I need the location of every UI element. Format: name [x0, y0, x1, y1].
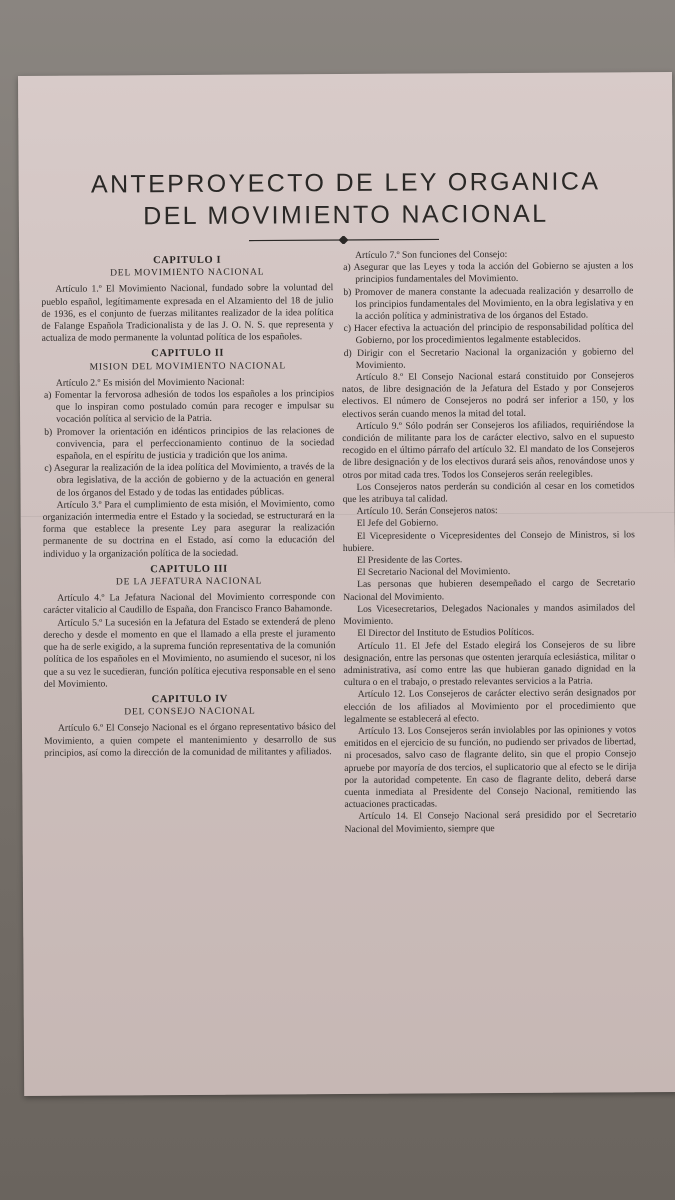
paragraph: Artículo 1.º El Movimiento Nacional, fundado sobre la voluntad del pueblo español, legítimamente expresada en el Alzamiento del 18 de julio de 1936, es el conjunto de fuerzas militantes realizador de la idea política de Falange Española Tradicionalista y de las J. O. N. S. que representa y actualiza de modo permanente la voluntad política de los españoles.	[41, 282, 334, 345]
list-item: b) Promover la orientación en idénticos principios de las relaciones de convivencia, para el perfeccionamiento continuo de la sociedad española, en el espíritu de justicia y tradición que los anima.	[44, 424, 335, 462]
title-ornament	[249, 235, 439, 244]
paragraph: Artículo 7.º Son funciones del Consejo:	[355, 249, 508, 261]
document-sheet	[18, 72, 675, 1096]
paragraph: Artículo 11. El Jefe del Estado elegirá los Consejeros de su libre designación, entre las personas que ostenten jerarquía eclesiástica, militar o administrativa, así como entre las que hubieran ganado dignidad en la cultura o en el trabajo, o prestado relevantes servicios a la Patria.	[343, 638, 636, 689]
paragraph: Las personas que hubieren desempeñado el cargo de Secretario Nacional del Movimiento.	[343, 577, 636, 603]
paragraph: Artículo 10. Serán Consejeros natos:	[356, 505, 498, 518]
list-item: b) Promover de manera constante la adecuada realización y desarrollo de los principios fundamentales del Movimiento, en la obra legislativa y en la acción política y administrativa de los órganos del Estado.	[343, 284, 634, 322]
list-item: c) Hacer efectiva la actuación del principio de responsabilidad política del Gobierno, por los procedimientos legalmente establecidos.	[343, 321, 634, 347]
paragraph: Los Vicesecretarios, Delegados Nacionales y mandos asimilados del Movimiento.	[343, 602, 636, 628]
paragraph: Artículo 12. Los Consejeros de carácter electivo serán designados por elección de los afiliados al Movimiento por el procedimiento que legalmente se establecerá al efecto.	[343, 687, 636, 725]
chapter-heading: CAPITULO II	[151, 348, 225, 360]
document-title-line-1: ANTEPROYECTO DE LEY ORGANICA	[90, 167, 601, 199]
paragraph: Los Consejeros natos perderán su condición al cesar en los cometidos que les atribuya tal calidad.	[342, 480, 635, 506]
chapter-subheading: DEL MOVIMIENTO NACIONAL	[110, 266, 265, 279]
paragraph: Artículo 5.º La sucesión en la Jefatura del Estado se extenderá de pleno derecho y desde el momento en que el llamado a ella preste el juramento que ha de serle exigido, a la suprema función representativa de la comunión política de los españoles en el Movimiento, no asumiendo el sucesor, ni los que a su vez le sucedieran, función política ejecutiva responsable en el seno del Movimiento.	[43, 615, 336, 690]
chapter-heading: CAPITULO III	[150, 563, 228, 576]
paragraph: El Jefe del Gobierno.	[356, 517, 439, 530]
left-column	[41, 250, 336, 760]
paragraph: Artículo 4.º La Jefatura Nacional del Movimiento corresponde con carácter vitalicio al Caudillo de España, don Francisco Franco Bahamonde.	[43, 591, 336, 617]
paragraph: El Presidente de las Cortes.	[356, 554, 463, 567]
paragraph: El Secretario Nacional del Movimiento.	[357, 566, 511, 579]
paragraph: El Director del Instituto de Estudios Políticos.	[357, 627, 535, 640]
chapter-subheading: DE LA JEFATURA NACIONAL	[115, 575, 263, 588]
chapter-heading: CAPITULO IV	[151, 693, 229, 706]
list-item: d) Dirigir con el Secretario Nacional la organización y gobierno del Movimiento.	[343, 345, 634, 371]
chapter-subheading: DEL CONSEJO NACIONAL	[124, 705, 256, 718]
paragraph: El Vicepresidente o Vicepresidentes del Consejo de Ministros, si los hubiere.	[342, 528, 635, 554]
paragraph: Artículo 3.º Para el cumplimiento de esta misión, el Movimiento, como organización intermedia entre el Estado y la sociedad, se estructurará en la forma que establece la presente Ley para asegurar la realización permanente de su doctrina en el Estado, así como la educación del individuo y la organización política de la sociedad.	[42, 497, 335, 560]
paragraph: Artículo 6.º El Consejo Nacional es el órgano representativo básico del Movimiento, a quien compete el mantenimiento y desarrollo de sus principios, así como la dirección de la comunidad de militantes y afiliados.	[44, 721, 337, 759]
paragraph: Artículo 2.º Es misión del Movimiento Nacional:	[55, 376, 245, 389]
list-item: c) Asegurar la realización de la idea política del Movimiento, a través de la obra legislativa, de la acción de gobierno y de la actuación en general de los órganos del Estado y de todas las entidades públicas.	[44, 461, 335, 499]
list-item: a) Asegurar que las Leyes y toda la acción del Gobierno se ajusten a los principios fundamentales del Movimiento.	[343, 260, 634, 286]
paragraph: Artículo 8.º El Consejo Nacional estará constituido por Consejeros natos, de libre designación de la Jefatura del Estado y por Consejeros electivos. El número de Consejeros no podrá ser inferior a 150, y los electivos serán cuando menos la mitad del total.	[341, 370, 635, 420]
paragraph: Artículo 9.º Sólo podrán ser Consejeros los afiliados, requiriéndose la condición de militante para los de carácter electivo, salvo en el supuesto recogido en el último párrafo del artículo 32. El mandato de los Consejeros de libre designación y de los electivos durará seis años, renovándose unos y otros por mitad cada tres. Todos los Consejeros serán reelegibles.	[342, 419, 635, 481]
document-title-line-2: DEL MOVIMIENTO NACIONAL	[143, 199, 549, 231]
chapter-heading: CAPITULO I	[153, 254, 222, 267]
list-item: a) Fomentar la fervorosa adhesión de todos los españoles a los principios que lo inspiran como postulado común para recoger e impulsar su vocación política al servicio de la Patria.	[43, 388, 335, 426]
paragraph: Artículo 14. El Consejo Nacional será presidido por el Secretario Nacional del Movimiento, siempre que	[344, 809, 637, 835]
right-column	[341, 248, 637, 836]
paragraph: Artículo 13. Los Consejeros serán inviolables por las opiniones y votos emitidos en el ejercicio de su función, no pudiendo ser privados de libertad, ni procesados, salvo caso de flagrante delito, sin que el propio Consejo apruebe por mayoría de dos tercios, el suplicatorio que al efecto se le dirija por la autoridad competente. En caso de flagrante delito, deberá darse cuenta inmediata al Presidente del Consejo Nacional, remitiendo las actuaciones practicadas.	[344, 724, 637, 811]
chapter-subheading: MISION DEL MOVIMIENTO NACIONAL	[89, 359, 287, 373]
